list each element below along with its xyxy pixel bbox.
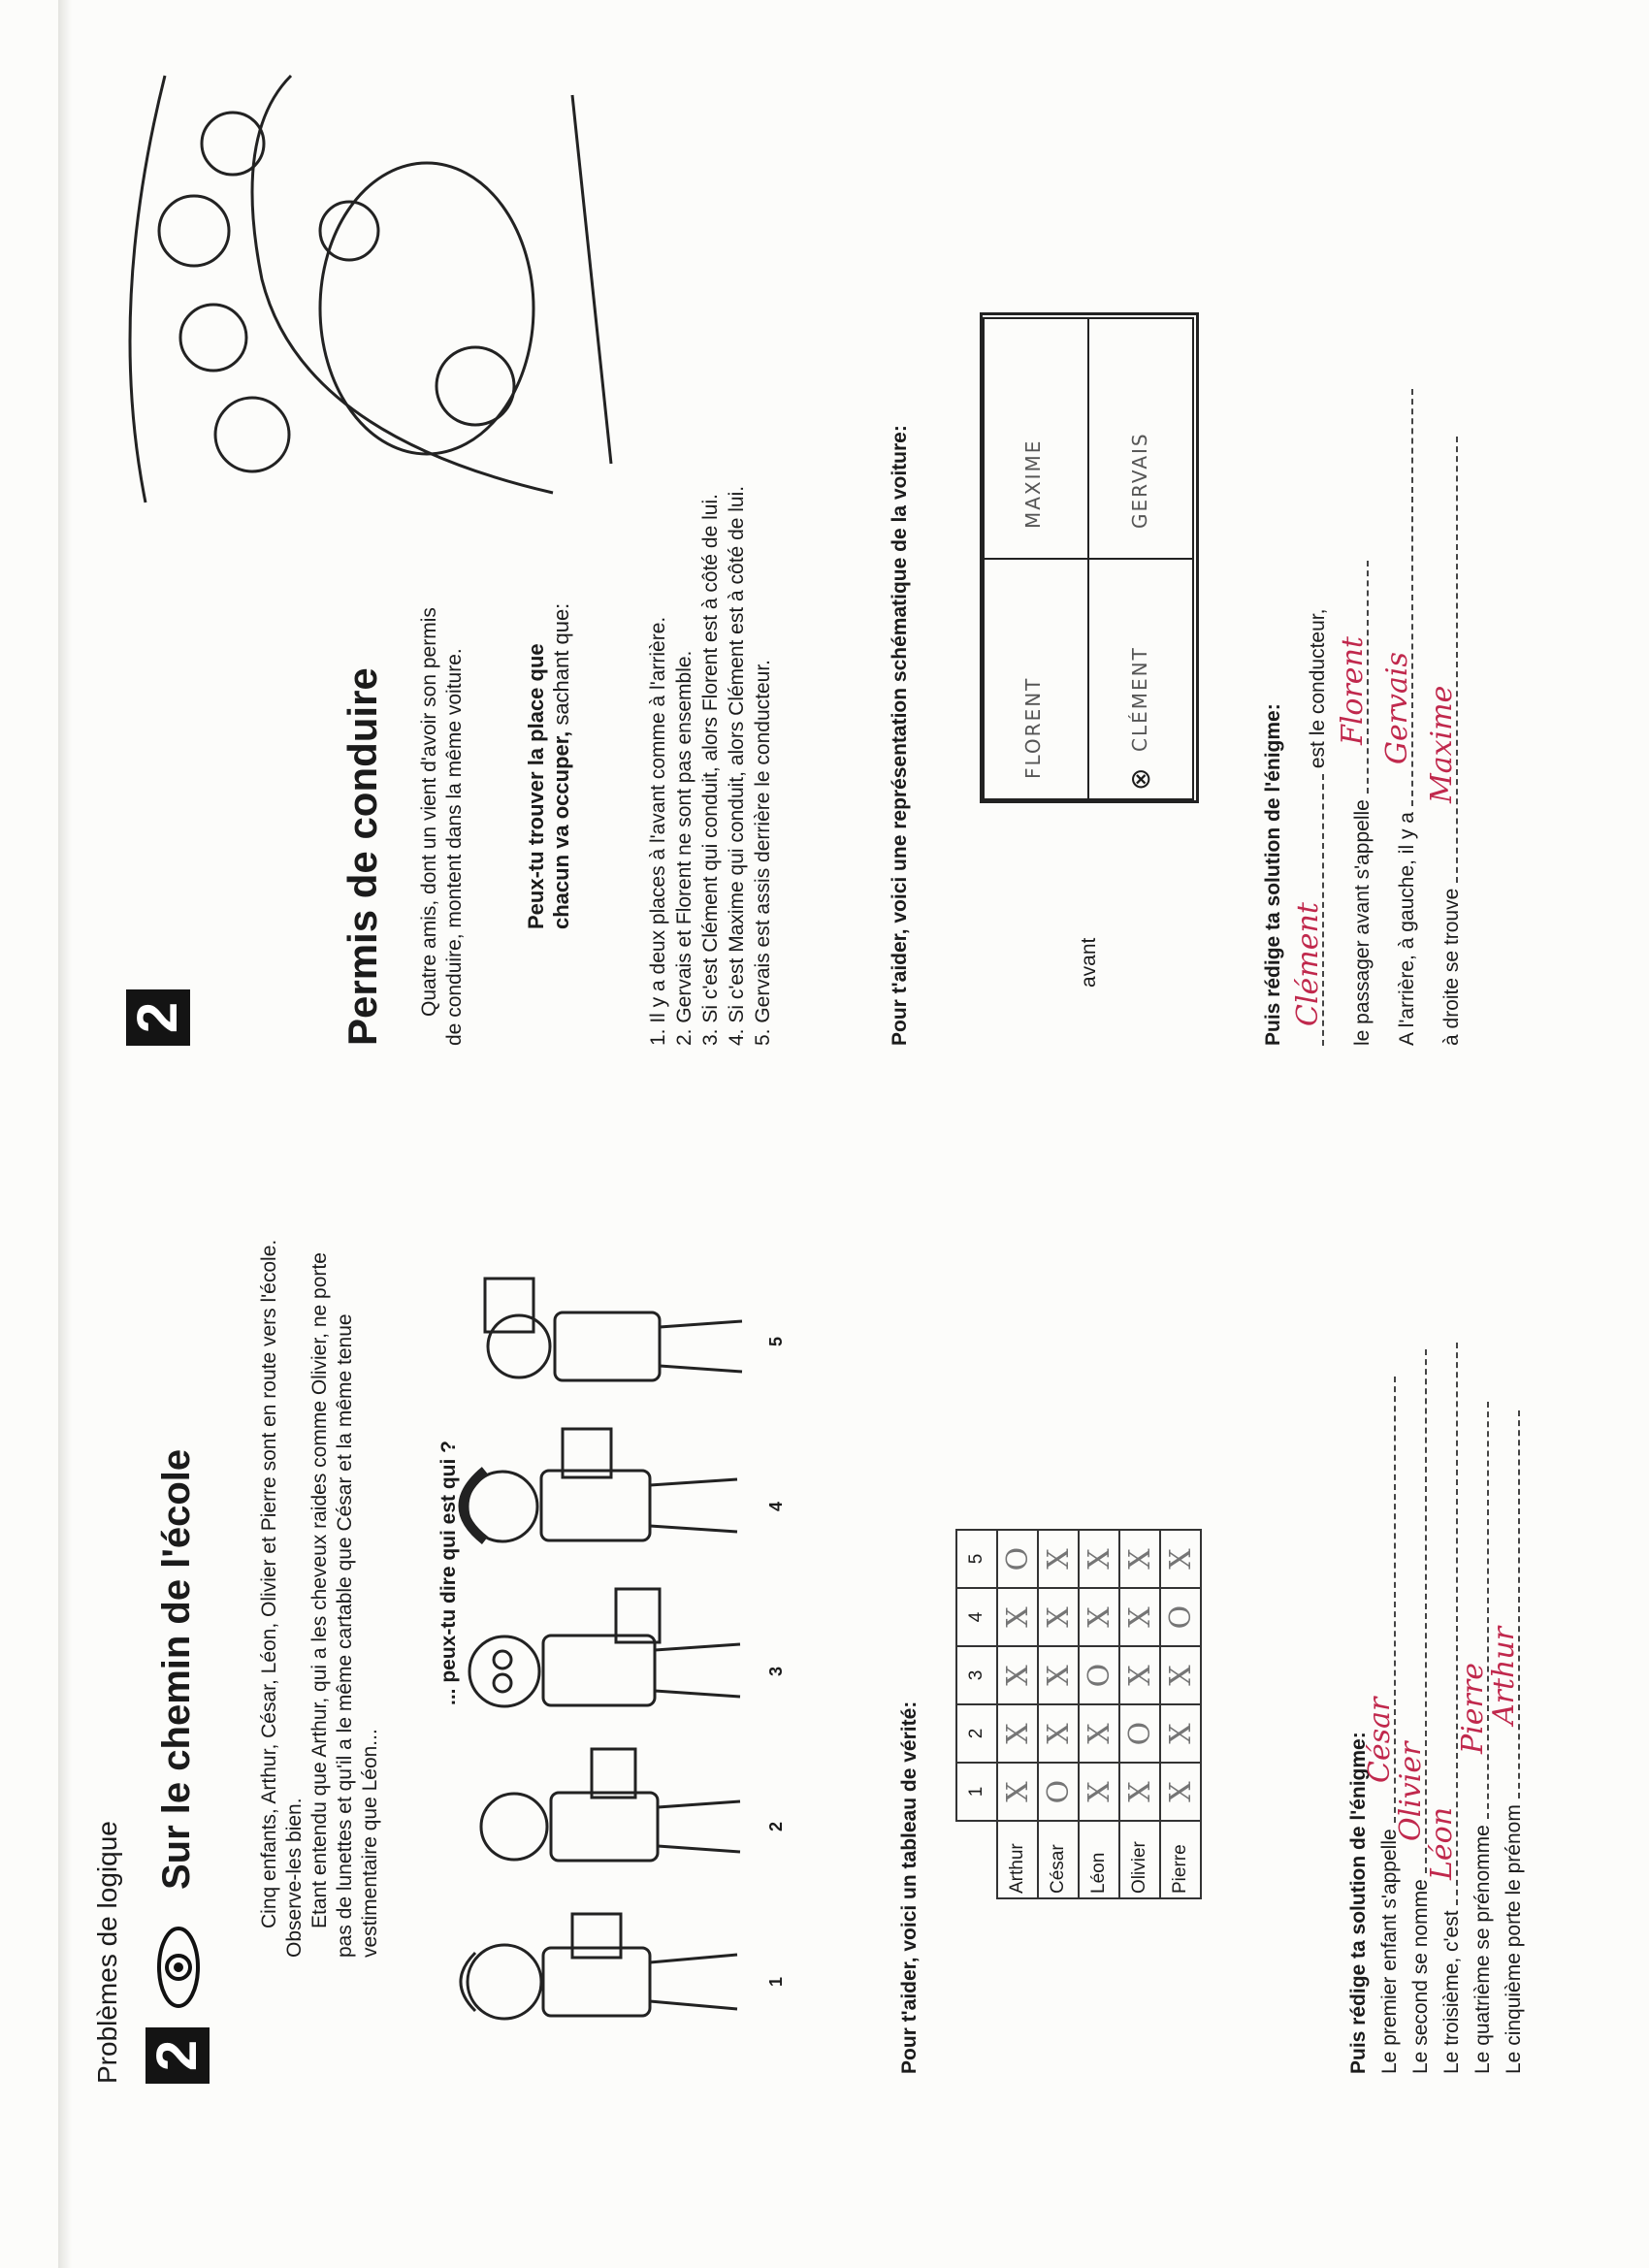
table-cell[interactable]: X [1038,1588,1079,1646]
front-label: avant [1078,937,1100,988]
children-illustration [446,1245,766,2050]
seat-back-right[interactable] [983,317,1089,560]
table-cell[interactable]: X [1160,1530,1201,1588]
table-row [997,1530,1038,1898]
seat-label: MAXIME [1021,438,1045,529]
answer-blank[interactable] [1501,1410,1520,1798]
page-title: Permis de conduire [340,667,385,1046]
table-cell[interactable]: X [997,1763,1038,1821]
seat-back-left[interactable] [1087,317,1194,560]
solution-text: le passager avant s'appelle [1351,799,1374,1046]
table-col-5: 5 [956,1530,997,1588]
row-name: César [1038,1821,1079,1898]
truth-table [955,1529,1202,1899]
table-cell[interactable]: O [1160,1588,1201,1646]
seat-label: FLORENT [1021,676,1045,779]
table-cell[interactable]: X [1160,1704,1201,1763]
steering-wheel-icon: ⊗ [1125,767,1155,791]
seat-label: GERVAIS [1128,432,1151,529]
intro-text [417,590,468,1046]
solution-line-5 [1487,1220,1530,2074]
handwritten-answer: Gervais [1380,652,1414,764]
handwritten-answer: Olivier [1394,1741,1428,1841]
seat-label: CLÉMENT [1128,646,1151,752]
seat-front-left[interactable] [1087,558,1194,800]
child-number-3: 3 [766,1666,786,1676]
table-row [1119,1530,1160,1898]
handwritten-answer: Florent [1336,636,1370,745]
solution-text: à droite se trouve [1440,888,1463,1046]
section-label: Problèmes de logique [92,1821,122,2084]
table-cell[interactable]: X [1160,1763,1201,1821]
list-item: 2. Gervais et Florent ne sont pas ensemble. [673,650,695,1046]
handwritten-answer: Maxime [1425,685,1459,803]
solution-line-3 [1425,1220,1468,2074]
solution-line-1 [1291,76,1341,1046]
question [524,590,574,929]
answer-blank[interactable] [1439,437,1458,883]
table-cell[interactable]: X [997,1704,1038,1763]
handwritten-answer: Pierre [1456,1663,1490,1754]
table-col-3: 3 [956,1646,997,1704]
car-diagram [980,312,1199,803]
row-name: Arthur [997,1821,1038,1898]
table-cell[interactable]: X [1079,1704,1119,1763]
eye-icon [153,1924,204,2011]
table-cell[interactable]: O [1079,1646,1119,1704]
table-col-2: 2 [956,1704,997,1763]
question-bold: Peux-tu trouver la place que chacun va occuper, [524,643,573,929]
solution-text: est le conducteur, [1307,608,1329,769]
solution-line-3 [1380,76,1430,1046]
table-cell[interactable]: X [1079,1588,1119,1646]
child-number-4: 4 [766,1501,786,1511]
intro-line-2: Observe-les bien. [283,1798,306,1958]
table-cell[interactable]: X [1119,1763,1160,1821]
handwritten-answer: César [1363,1697,1397,1783]
table-col-1: 1 [956,1763,997,1821]
solution-line-4 [1425,76,1474,1046]
intro-line-1: Cinq enfants, Arthur, César, Léon, Olivier et Pierre sont en route vers l'école. [258,1239,280,1928]
table-corner [956,1821,997,1898]
list-item: 1. Il y a deux places à l'avant comme à l'arrière. [647,616,669,1046]
list-item: 4. Si c'est Maxime qui conduit, alors Clément est à côté de lui. [726,485,748,1046]
handwritten-answer: Arthur [1487,1626,1521,1725]
helper-label: Pour t'aider, voici un tableau de vérité: [898,1701,921,2074]
table-cell[interactable]: X [997,1588,1038,1646]
helper-label: Pour t'aider, voici une représentation schématique de la voiture: [889,425,911,1046]
table-cell[interactable]: X [1038,1704,1079,1763]
truth-table-header-row [956,1530,997,1898]
number-badge: 2 [146,2027,210,2084]
table-cell[interactable]: X [1119,1588,1160,1646]
table-row [1038,1530,1079,1898]
solution-text: A l'arrière, à gauche, il y a [1396,812,1418,1046]
solution-text: Le quatrième se prénomme [1471,1825,1494,2074]
solution-line-2 [1394,1220,1437,2074]
intro-text [257,1220,383,1958]
table-cell[interactable]: X [1119,1646,1160,1704]
table-cell[interactable]: O [1119,1704,1160,1763]
answer-blank[interactable] [1470,1402,1489,1819]
table-col-4: 4 [956,1588,997,1646]
list-item: 5. Gervais est assis derrière le conducteur. [752,659,774,1046]
page-title: Sur le chemin de l'école [155,1448,198,1890]
table-cell[interactable]: X [1119,1530,1160,1588]
solution-block [1343,1220,1530,2074]
table-cell[interactable]: X [1079,1530,1119,1588]
solution-text: Le troisième, c'est [1440,1910,1463,2074]
left-puzzle [0,1191,1649,2210]
handwritten-answer: Clément [1291,902,1325,1026]
child-number-2: 2 [766,1821,786,1831]
table-row [1160,1530,1201,1898]
solution-label: Puis rédige ta solution de l'énigme: [1347,1732,1370,2074]
row-name: Pierre [1160,1821,1201,1898]
table-cell[interactable]: X [1160,1646,1201,1704]
table-cell[interactable]: X [997,1646,1038,1704]
solution-line-2 [1336,76,1385,1046]
child-number-5: 5 [766,1336,786,1346]
handwritten-answer: Léon [1425,1806,1459,1880]
question-rest: sachant que: [549,602,573,731]
solution-text: Le premier enfant s'appelle [1378,1829,1401,2074]
solution-text: Le second se nomme [1409,1879,1432,2074]
table-cell[interactable]: O [997,1530,1038,1588]
rules-list [645,486,776,1046]
solution-block [1251,76,1474,1046]
intro-paragraph: Quatre amis, dont un vient d'avoir son permis de conduire, montent dans la même voiture. [418,607,466,1046]
seat-front-right[interactable] [983,558,1089,800]
solution-text: Le cinquième porte le prénom [1503,1804,1525,2074]
table-cell[interactable]: X [1038,1646,1079,1704]
intro-line-3: Etant entendu que Arthur, qui a les cheveux raides comme Olivier, ne porte pas de lunettes et qu'il a le même cartable que César et la même tenue vestimentaire que Léon... [308,1252,381,1958]
table-cell[interactable]: X [1038,1530,1079,1588]
car-cartoon-illustration [107,56,650,522]
row-name: Léon [1079,1821,1119,1898]
child-number-1: 1 [766,1976,786,1987]
question: ... peux-tu dire qui est qui ? [437,1440,460,1705]
solution-label: Puis rédige ta solution de l'énigme: [1262,703,1284,1046]
list-item: 3. Si c'est Clément qui conduit, alors Florent est à côté de lui. [699,494,722,1046]
solution-line-1 [1363,1220,1406,2074]
table-cell[interactable]: X [1079,1763,1119,1821]
number-badge: 2 [126,989,190,1046]
table-row [1079,1530,1119,1898]
right-puzzle [0,37,1649,1104]
row-name: Olivier [1119,1821,1160,1898]
table-cell[interactable]: O [1038,1763,1079,1821]
